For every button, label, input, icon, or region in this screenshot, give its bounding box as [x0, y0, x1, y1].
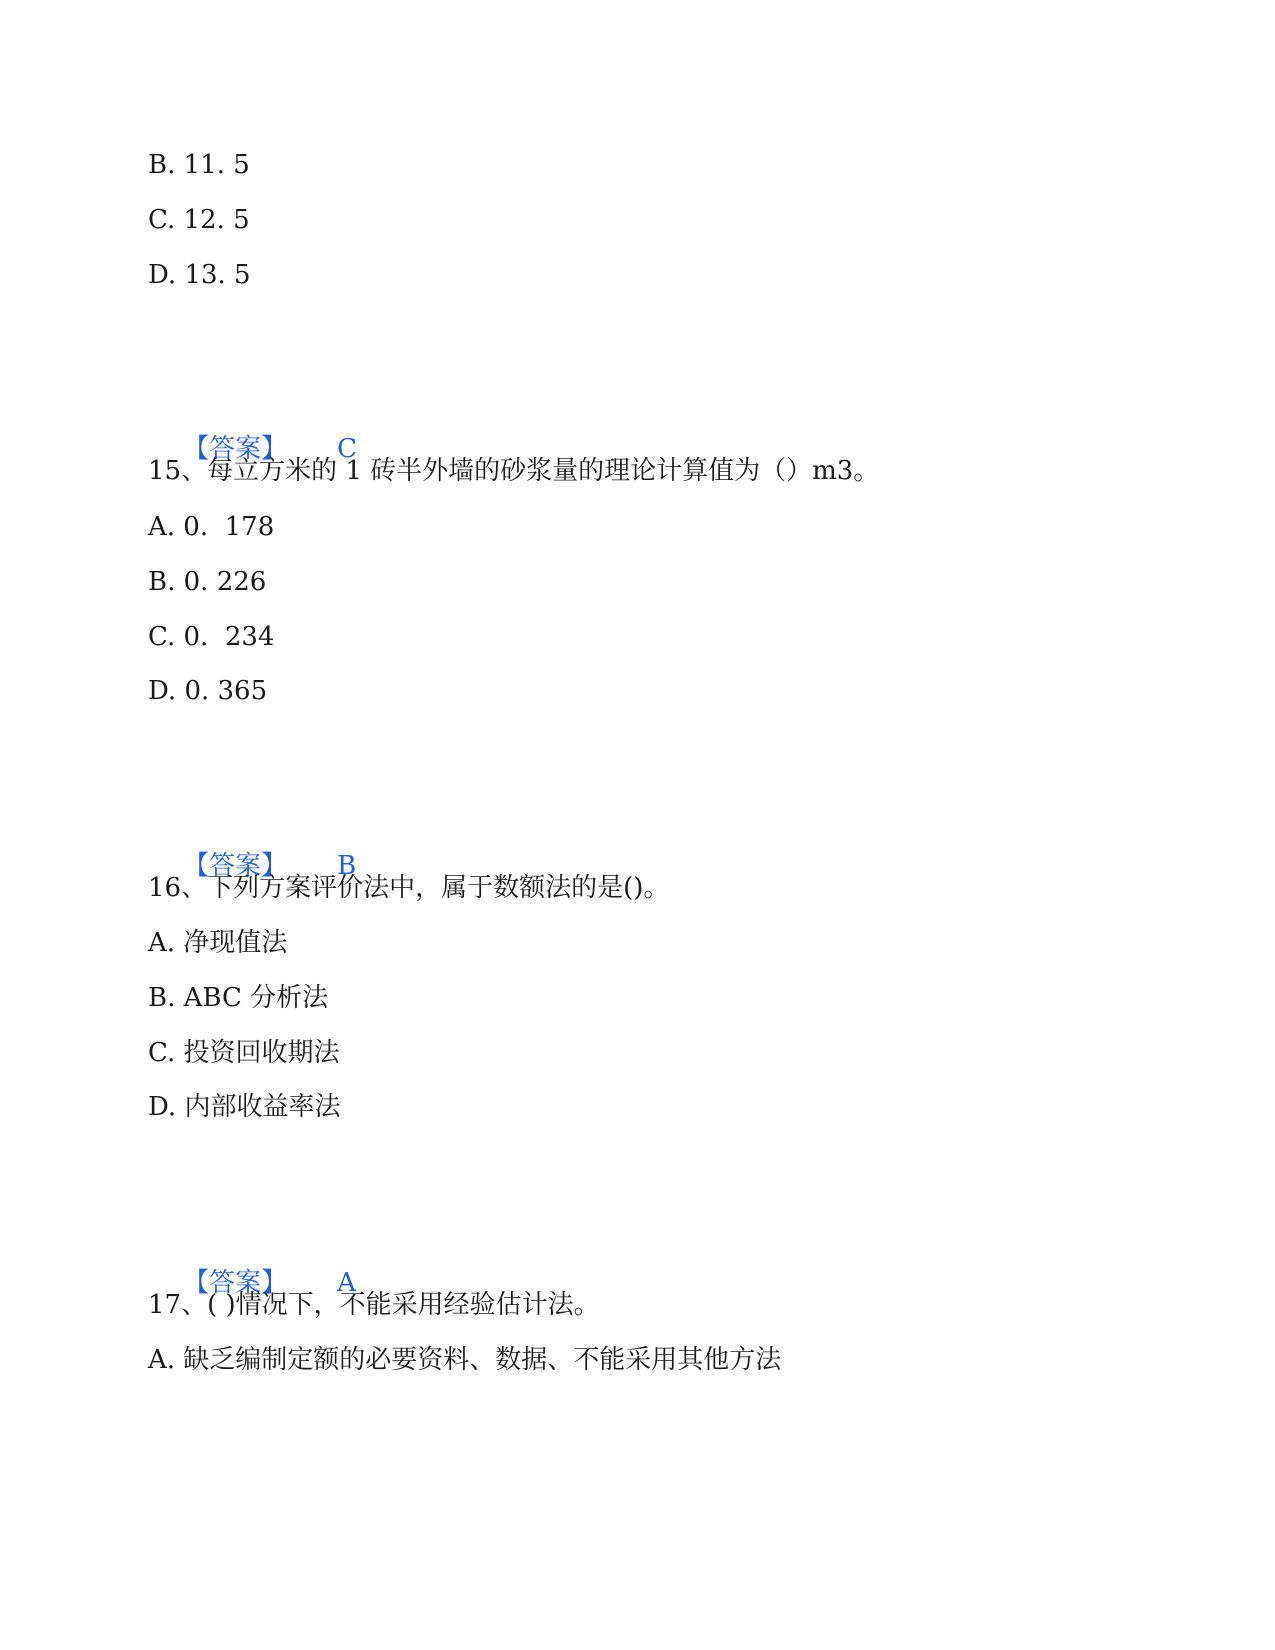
- question-15: 15、每立方米的 1 砖半外墙的砂浆量的理论计算值为（）m3。: [148, 456, 880, 486]
- option-b: B. 11. 5: [148, 150, 250, 180]
- option-d: D. 0. 365: [148, 676, 268, 706]
- option-c: C. 投资回收期法: [148, 1038, 340, 1068]
- question-16: 16、下列方案评价法中，属于数额法的是()。: [148, 873, 670, 903]
- option-a: A. 0. 178: [148, 512, 275, 542]
- option-a: A. 缺乏编制定额的必要资料、数据、不能采用其他方法: [148, 1345, 782, 1375]
- option-b: B. 0. 226: [148, 567, 267, 597]
- option-c: C. 12. 5: [148, 205, 250, 235]
- answer-value: C: [337, 434, 357, 464]
- answer-tag: 【答案】: [183, 434, 288, 464]
- answer-tag: 【答案】: [183, 1268, 288, 1298]
- option-c: C. 0. 234: [148, 622, 275, 652]
- option-a: A. 净现值法: [148, 928, 288, 958]
- answer-tag: 【答案】: [183, 851, 288, 881]
- option-d: D. 内部收益率法: [148, 1092, 341, 1122]
- answer-value: B: [337, 851, 357, 881]
- question-17: 17、( )情况下，不能采用经验估计法。: [148, 1290, 600, 1320]
- option-b: B. ABC 分析法: [148, 983, 329, 1013]
- answer-value: A: [337, 1268, 356, 1298]
- option-d: D. 13. 5: [148, 260, 251, 290]
